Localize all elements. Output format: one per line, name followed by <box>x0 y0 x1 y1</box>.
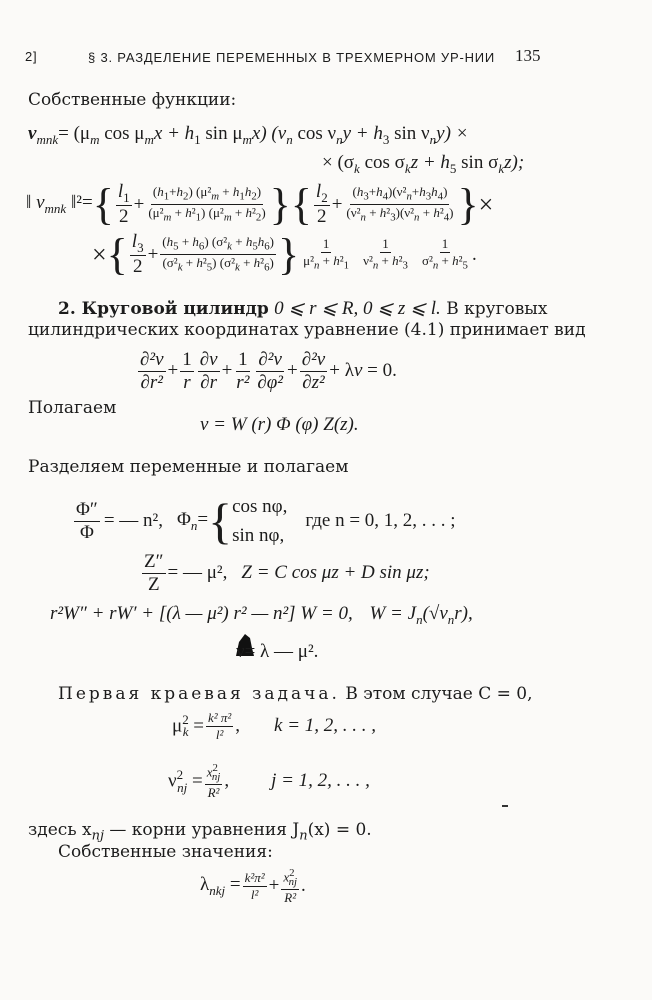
first-bvp-line: Первая краевая задача. В этом случае C = 0, <box>58 684 533 704</box>
norm-formula-line1: ‖ $v_{mnk}$ ‖²= { $\frac{l_1}{2}$ + $\frac{(h_1+h_2) (\mu^2_m + h_1h_2)}{(\mu^2_m + h^2_1) (\mu^2_m + h^2_2)}$ }{ $\frac{l_2}{2}$ + $\frac{(h_3+h_4)(\nu^2_n+h_3h_4)}{(\nu^2_n + h^2_3)(\nu^2_n + h^2_4)}$ } × <box>26 179 494 229</box>
substitution-formula: v = W (r) Φ (φ) Z(z). <box>200 414 359 435</box>
eigenvalues-label: Собственные значения: <box>58 842 273 862</box>
eigenfunction-formula-line2: × ($\sigma_k$ $\cos \sigma_kz + h_5$ $\sin \sigma_kz$); <box>322 152 525 176</box>
mu-k-formula: $\mu^2_k$ = $\frac{\text{k² π²}}{\text{l²}}$ , k = 1, 2, . . . , <box>172 710 377 742</box>
lambda-formula: $\lambda_{nkj}$ = $\frac{\text{k²π²}}{\text{l²}}$ + $\frac{x^2_{nj}}{\text{R²}}$ . <box>200 867 306 906</box>
phi-equation: $\frac{\Phi''}{\Phi}$ = — n², $\Phi_n=$ { cos nφ, sin nφ, где n = 0, 1, 2, . . . ; <box>76 493 456 550</box>
assume-label: Полагаем <box>28 398 117 418</box>
z-equation: $\frac{Z''}{Z}$ = — μ², Z = C cos μz + D sin μz; <box>144 551 430 595</box>
nu-nj-formula: $\nu^2_{nj}$ = $\frac{x^2_{nj}}{\text{R²}}$ , j = 1, 2, . . . , <box>168 762 370 801</box>
nu-equation: ν= λ — μ². <box>236 641 319 662</box>
norm-formula-line2: × { $\frac{l_3}{2}$ + $\frac{(h_5 + h_6) (\sigma^2_k + h_5h_6)}{(\sigma^2_k + h^2_5) (\sigma^2_k + h^2_6)}$ } $\frac{1}{\mu^2_n + h^2_1}$ $\frac{1}{\nu^2_n + h^2_3}$ $\frac{1}{\sigma^2_n + h^2_5}$ . <box>92 229 477 279</box>
cylinder-intro-line2: цилиндрических координатах уравнение (4.1) принимает вид <box>28 320 586 340</box>
stray-mark <box>502 805 508 807</box>
eigenfunctions-label: Собственные функции: <box>28 90 237 110</box>
eigenfunction-formula-line1: $v_{mnk}= (\mu_m$ $\cos \mu_mx + h_1$ $\sin \mu_mx$) ($\nu_n$ $\cos \nu_ny + h_3$ $\sin \nu_ny$) × <box>28 123 469 147</box>
roots-note: здесь $x_{nj}$ — корни уравнения $J_n(x) = 0$. <box>28 820 372 844</box>
cylinder-heading-line: 2. Круговой цилиндр 0 ⩽ r ⩽ R, 0 ⩽ z ⩽ l. В круговых <box>58 298 548 319</box>
bessel-equation: r²W″ + rW′ + [(λ — μ²) r² — n²] W = 0, $W = J_n(√\nu_nr)$, <box>50 603 473 627</box>
cylindrical-equation: $\frac{\text{∂²v}}{\text{∂r²}}$ + $\frac{1}{r}$ $\frac{\partial v}{\partial r}$ + $\frac{1}{\text{r²}}$ $\frac{\text{∂²v}}{\text{∂φ²}}$ + $\frac{\text{∂²v}}{\text{∂z²}}$ + λv = 0. <box>140 349 397 393</box>
page-ref: 2] <box>25 49 38 64</box>
separate-label: Разделяем переменные и полагаем <box>28 457 349 477</box>
running-title: § 3. РАЗДЕЛЕНИЕ ПЕРЕМЕННЫХ В ТРЕХМЕРНОМ УР-НИИ <box>88 50 496 65</box>
page-number: 135 <box>515 46 541 65</box>
